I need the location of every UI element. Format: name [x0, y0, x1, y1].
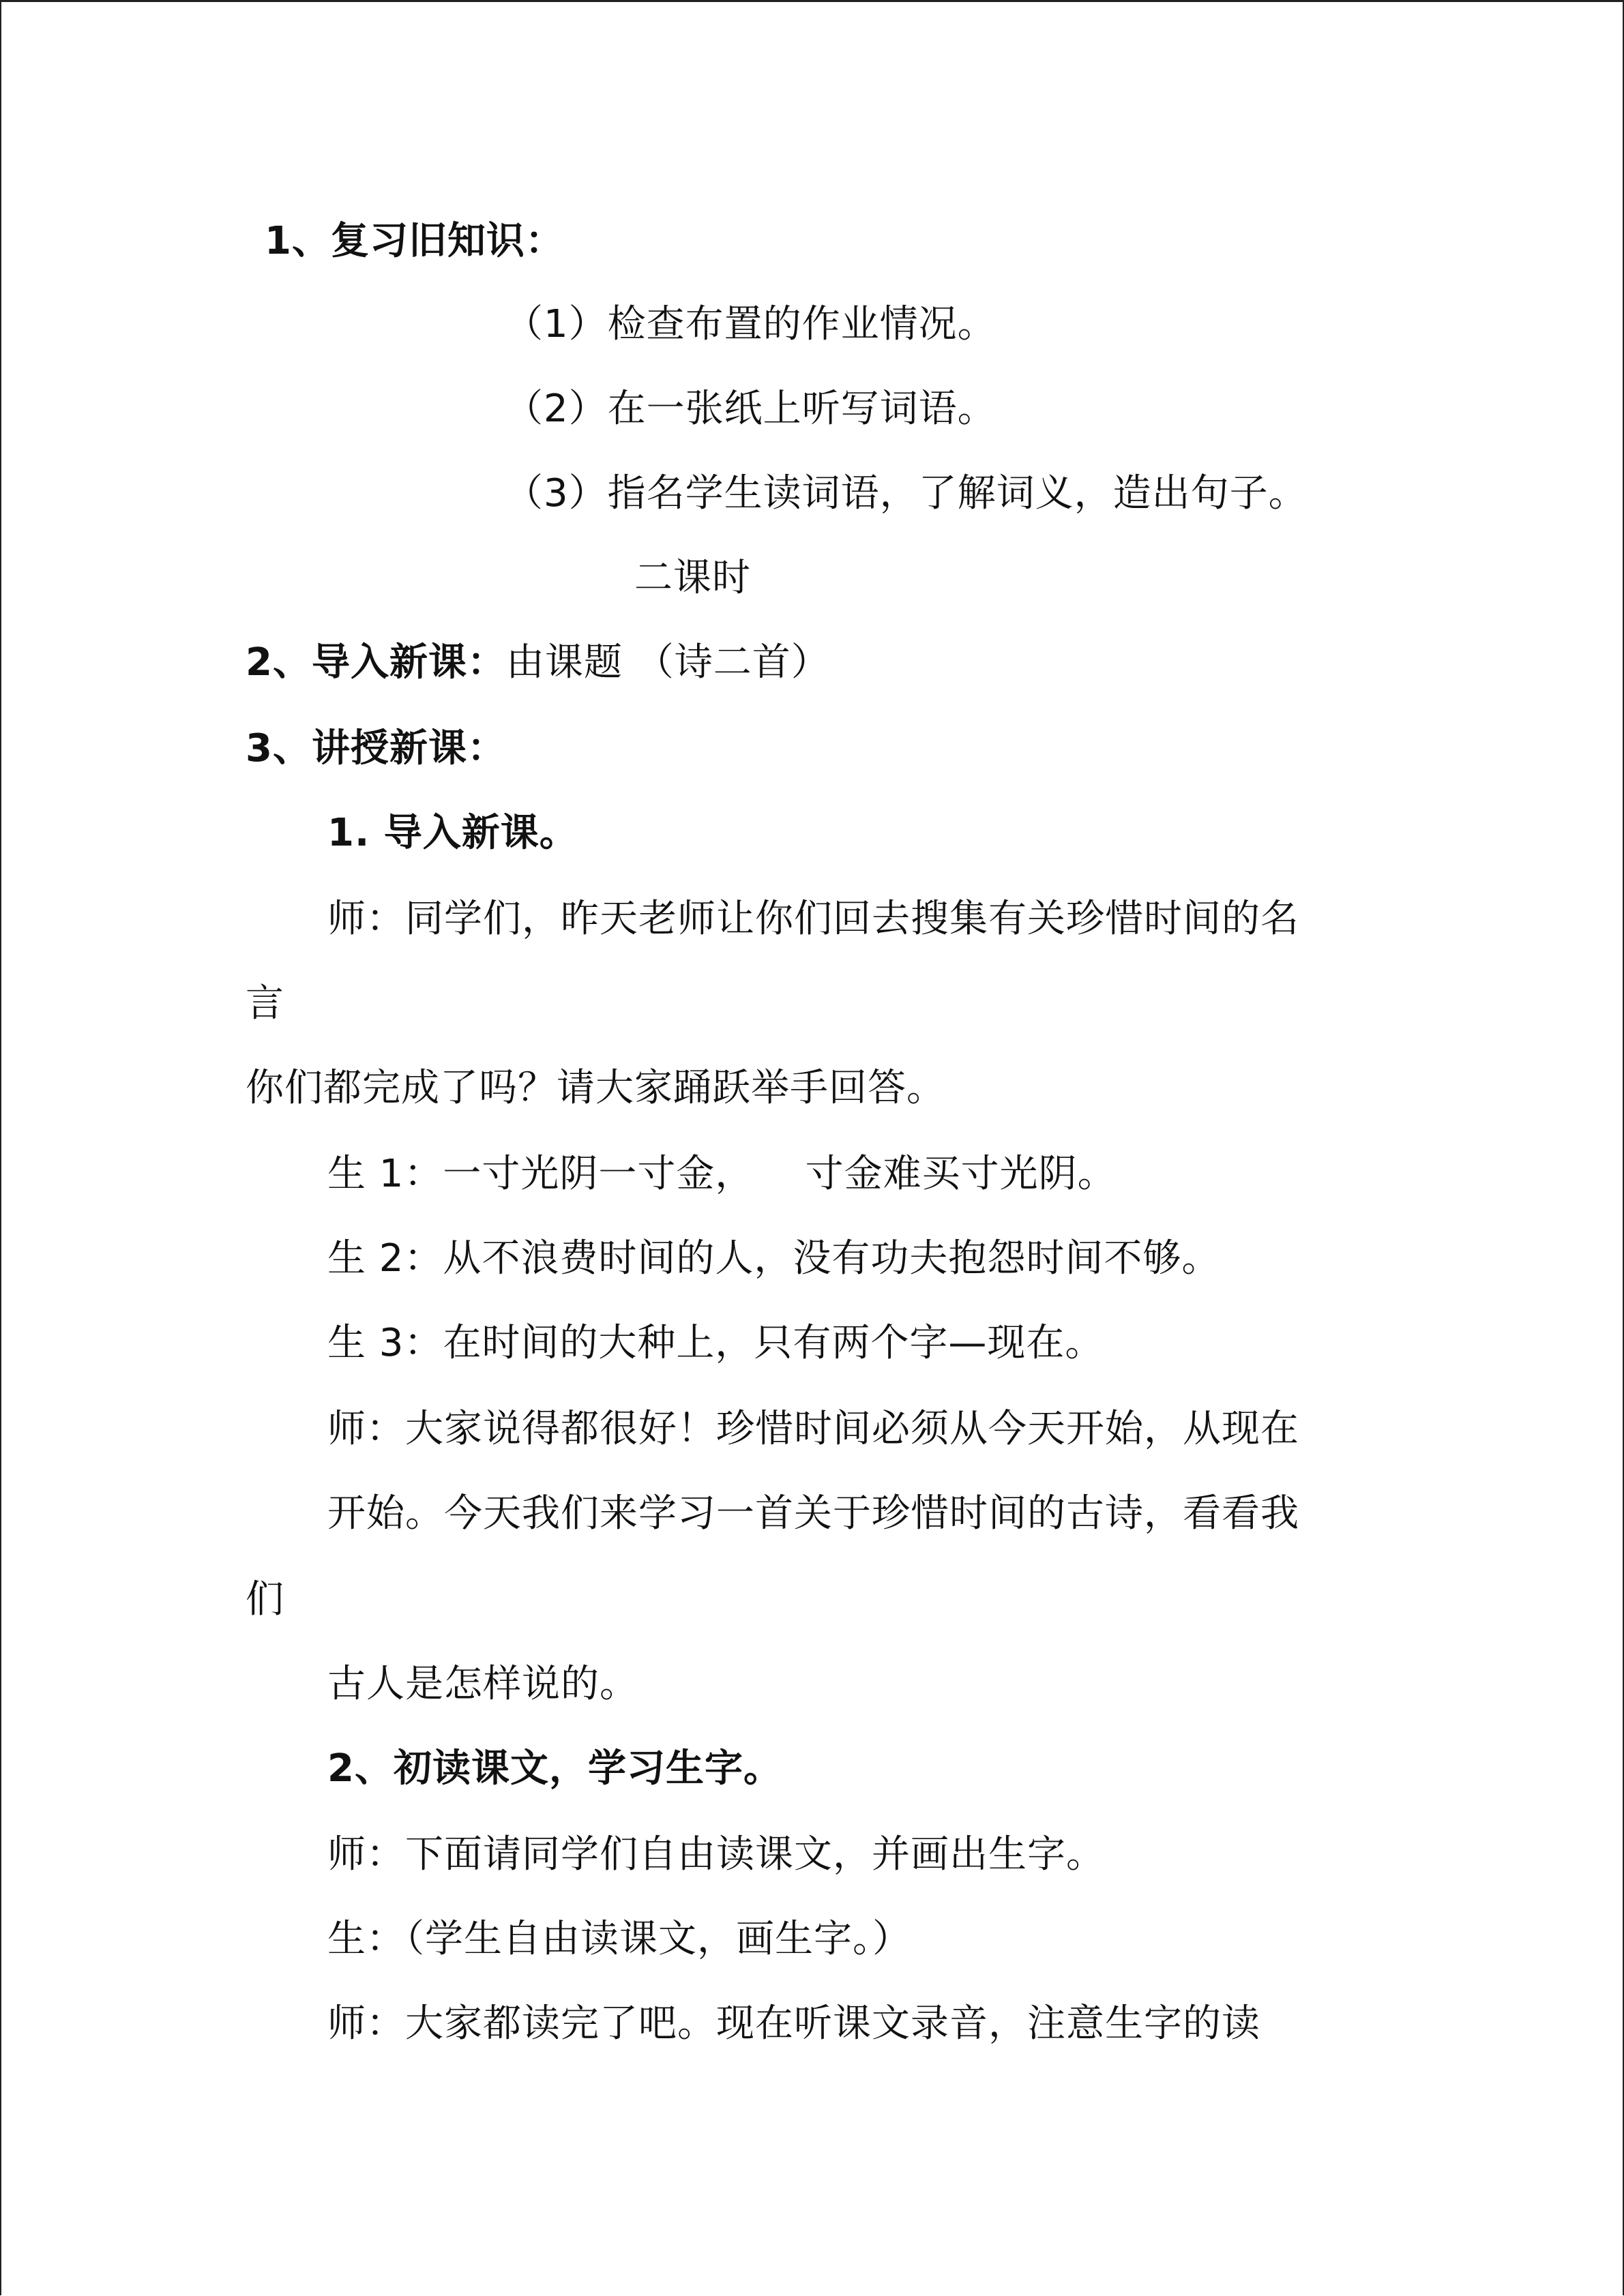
paragraph-line: 你们都完成了吗？请大家踊跃举手回答。 [246, 1066, 945, 1110]
student-answer-3: 生 3：在时间的大种上，只有两个字—现在。 [327, 1321, 1104, 1365]
paragraph-line: 师：大家说得都很好！珍惜时间必须从今天开始，从现在 [327, 1407, 1299, 1451]
heading-review: 1、复习旧知识： [265, 219, 564, 263]
paragraph-line: 师：下面请同学们自由读课文，并画出生字。 [327, 1832, 1105, 1877]
paragraph-line: 言 [246, 981, 284, 1026]
paragraph-line: 师：同学们，昨天老师让你们回去搜集有关珍惜时间的名 [327, 897, 1299, 941]
student-answer-2: 生 2：从不浪费时间的人，没有功夫抱怨时间不够。 [327, 1236, 1221, 1281]
heading-intro-new-lesson [246, 638, 830, 687]
subheading-first-reading: 2、初读课文，学习生字。 [327, 1746, 782, 1791]
second-lesson-label: 二课时 [634, 556, 751, 600]
subheading-intro: 1. 导入新课。 [327, 811, 578, 855]
paragraph-line: 古人是怎样说的。 [327, 1662, 638, 1706]
heading-intro-detail: 由课题 （诗二首） [505, 640, 830, 685]
heading-teach-new-lesson: 3、讲授新课： [246, 726, 506, 771]
paragraph-line: 开始。今天我们来学习一首关于珍惜时间的古诗，看看我 [327, 1491, 1299, 1536]
heading-intro-label: 2、导入新课： [246, 640, 506, 685]
paragraph-line: 生：（学生自由读课文，画生字。） [327, 1917, 911, 1961]
paragraph-line: 们 [246, 1577, 284, 1622]
review-item-1: （1）检查布置的作业情况。 [505, 302, 996, 346]
paragraph-line: 师：大家都读完了吧。现在听课文录音，注意生字的读 [327, 2001, 1260, 2046]
student-answer-1: 生 1：一寸光阴一寸金， 寸金难买寸光阴。 [327, 1152, 1117, 1196]
review-item-3: （3）指名学生读词语，了解词义，造出句子。 [505, 471, 1308, 516]
review-item-2: （2）在一张纸上听写词语。 [505, 387, 996, 431]
